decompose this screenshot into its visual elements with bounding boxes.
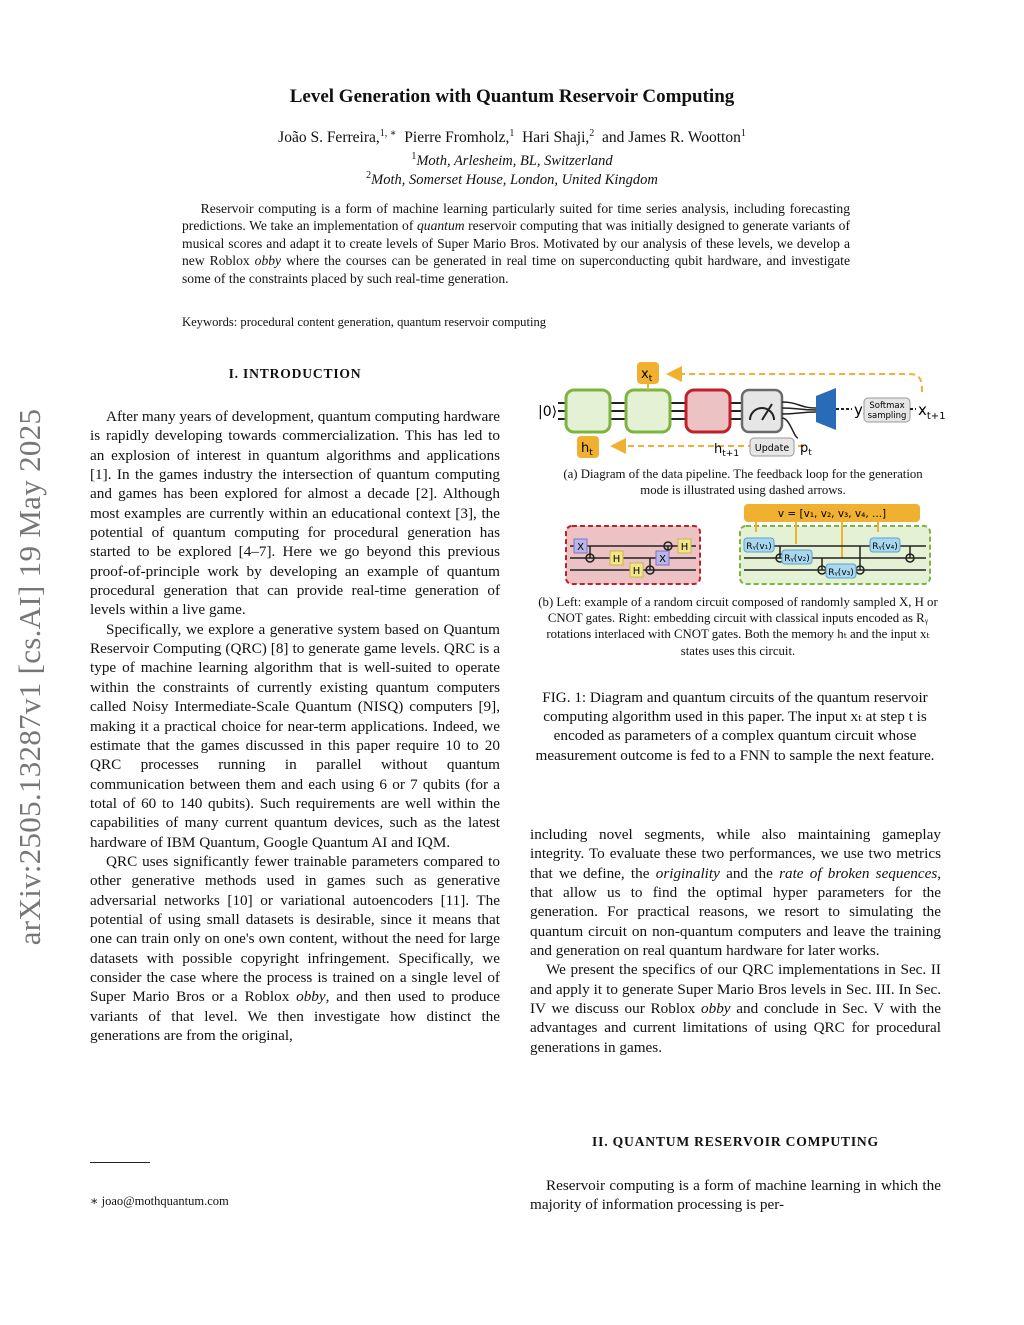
fnn-block — [816, 388, 836, 430]
svg-text:xt+1: $x_{t+1}$ — [918, 401, 946, 422]
random-circuit-block — [686, 390, 730, 432]
svg-text:Update: Update — [754, 443, 790, 454]
ry-gate: Rᵧ(v₂) — [784, 554, 810, 564]
ry-gate: Rᵧ(v₃) — [828, 568, 854, 578]
svg-text:xt: $x_t$ — [641, 367, 653, 384]
paragraph: including novel segments, while also maintaining gameplay integrity. To evaluate these two performances, we use two metrics that we define, the originality and the rate of broken sequences, that allow us to find the optimal hyper parameters for the generation. For practical reasons, we resort to simulating the quantum circuit on non-quantum computers and leave the training and generation on real quantum hardware for later works. — [530, 826, 942, 960]
h-gate: H — [612, 554, 621, 565]
ry-gate: Rᵧ(v₄) — [872, 542, 898, 552]
svg-text:ht: $h_t$ — [581, 441, 593, 458]
author-list: João S. Ferreira,$^{1, ∗}$ Pierre Fromholz,$^1$ Hari Shaji,$^2$ and James R. Wootton$^1$ — [278, 128, 746, 147]
paragraph: QRC uses significantly fewer trainable parameters compared to other generative methods used in games such as generative adversarial networks [10] or variational autoencoders [11]. The potential of using small datasets is desirable, since it means that one can train only on one's own content, without the need for large datasets with possible copyright infringement. Specifically, we consider the case where the process is trained on a single level of Super Mario Bros or a Roblox obby, and then used to produce variants of that level. We then investigate how distinct the generations are from the original, — [90, 852, 500, 1044]
x-gate: X — [577, 542, 584, 553]
ry-gate: Rᵧ(v₁) — [746, 542, 772, 552]
svg-text:ht+1: $h_{t+1}$ — [714, 442, 740, 459]
paragraph: We present the specifics of our QRC implementations in Sec. II and apply it to generate Super Mario Bros levels in Sec. III. In Sec. IV we discuss our Roblox obby and conclude in Sec. V with the advantages and current limitations of using QRC for procedural generations in games. — [530, 961, 941, 1056]
right-column-text-2 — [530, 1176, 941, 1215]
arxiv-identifier: arXiv:2505.13287v1 [cs.AI] 19 May 2025 — [12, 408, 47, 946]
paper-title: Level Generation with Quantum Reservoir Computing — [289, 86, 735, 107]
figure-circuits-diagram — [560, 502, 940, 594]
footnote: ∗ joao@mothquantum.com — [90, 1194, 229, 1208]
paragraph: After many years of development, quantum computing hardware is rapidly developing towards commercialization. This has led to an explosion of interest in quantum algorithms and applications [1]. In the games industry the intersection of quantum computing and games has been explored for almost a decade [2]. Although most examples are currently within an educational context [3], the potential of quantum computing for procedural generation has started to be explored [4–7]. Here we go beyond this previous proof-of-principle work by developing an example of quantum procedural generation that can provide real-time generation of levels within a live game. — [90, 408, 500, 619]
affiliation: $^1$Moth, Arlesheim, BL, Switzerland — [411, 151, 613, 169]
subfigure-caption-b: (b) Left: example of a random circuit composed of randomly sampled X, H or CNOT gates. Right: embedding circuit with classical inputs encoded as Rᵧ rotations interlaced with CNOT gates. Both the memory hₜ and the input xₜ states uses this circuit. — [538, 595, 938, 658]
author: and James R. Wootton — [602, 129, 741, 147]
left-column-text — [90, 407, 500, 1045]
footnote-rule — [90, 1162, 150, 1163]
svg-text:pt: $p_t$ — [800, 441, 812, 458]
author: João S. Ferreira, — [278, 129, 380, 147]
section-heading-introduction: I. INTRODUCTION — [228, 366, 362, 381]
keywords: Keywords: procedural content generation, quantum reservoir computing — [182, 315, 547, 329]
x-gate: X — [659, 554, 666, 565]
svg-text:yt: y — [854, 401, 863, 419]
right-column-text — [530, 825, 941, 1057]
figure-pipeline-diagram — [528, 358, 948, 464]
author: Hari Shaji, — [522, 129, 590, 147]
svg-text:Softmax: Softmax — [869, 401, 905, 411]
subfigure-caption-a: (a) Diagram of the data pipeline. The feedback loop for the generation mode is illustrated using dashed arrows. — [563, 467, 923, 498]
author: Pierre Fromholz, — [404, 129, 510, 147]
h-gate: H — [632, 566, 641, 577]
svg-text:sampling: sampling — [867, 411, 907, 421]
section-heading-qrc: II. QUANTUM RESERVOIR COMPUTING — [592, 1134, 879, 1149]
abstract: Reservoir computing is a form of machine learning particularly suited for time series analysis, including forecasting predictions. We take an implementation of quantum reservoir computing that was initially designed to generate variants of musical scores and adapt it to create levels of Super Mario Bros. Motivated by our analysis of these levels, we develop a new Roblox obby where the courses can be generated in real time on superconducting qubit hardware, and investigate some of the constraints placed by such real-time generation. — [182, 201, 851, 286]
paragraph: Reservoir computing is a form of machine learning in which the majority of information processing is per- — [530, 1177, 941, 1214]
measurement-block — [742, 390, 782, 432]
affiliation: $^2$Moth, Somerset House, London, United Kingdom — [366, 170, 658, 188]
figure-caption: FIG. 1: Diagram and quantum circuits of the quantum reservoir computing algorithm used in this paper. The input xₜ at step t is encoded as parameters of a complex quantum circuit whose measurement outcome is fed to a FNN to sample the next feature. — [535, 689, 935, 764]
paragraph: Specifically, we explore a generative system based on Quantum Reservoir Computing (QRC) [8] to generate game levels. QRC is a type of machine learning algorithm that is well-suited to operate within the constraints of currently existing quantum computers called Noisy Intermediate-Scale Quantum (NISQ) computers [9], making it a practical choice for near-term applications. Indeed, we estimate that the games discussed in this paper require 10 to 20 QRC processes running in parallel without quantum communication between them and each using 6 or 7 qubits (for a total of 60 to 140 qubits). Such requirements are well within the capabilities of many current quantum devices, such as the latest hardware of IBM Quantum, Google Quantum AI and IQM. — [90, 620, 500, 851]
memory-encoding-block — [566, 390, 610, 432]
svg-text:v = [v₁, v₂, v₃, v₄, ...]: v = [v₁, v₂, v₃, v₄, ...] — [777, 508, 887, 520]
input-encoding-block — [626, 390, 670, 432]
ket0-label: |0⟩ — [538, 404, 558, 420]
h-gate: H — [680, 542, 689, 553]
